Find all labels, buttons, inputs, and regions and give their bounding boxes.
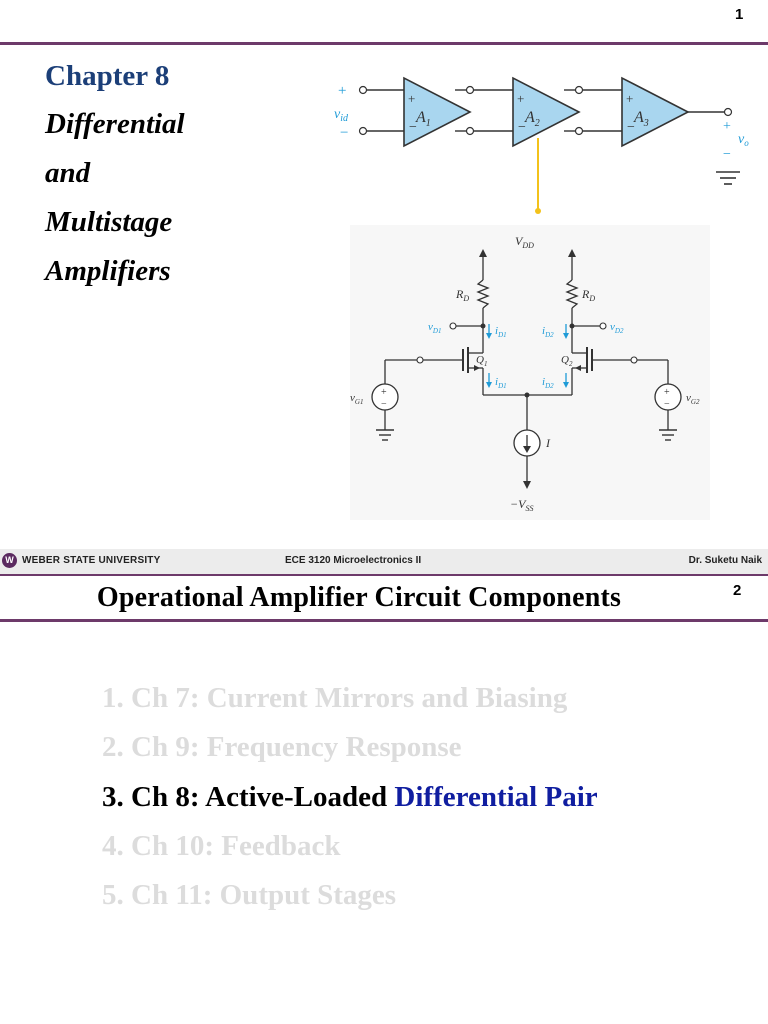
chapter-title: Chapter 8 (45, 60, 170, 92)
rd-left-label: $R_D$ (456, 287, 470, 303)
subtitle-line-3: Multistage (45, 206, 173, 238)
rd-right-label: $R_D$ (582, 287, 596, 303)
id1-upper-label: $i_{D1}$ (495, 325, 507, 339)
output-minus: − (723, 147, 731, 162)
list-item-5: 5. Ch 11: Output Stages (102, 879, 397, 911)
svg-text:−: − (409, 120, 417, 135)
q1-label: $Q_1$ (476, 354, 488, 368)
multistage-amplifier-diagram (330, 68, 760, 218)
list-item-4: 4. Ch 10: Feedback (102, 830, 341, 862)
list-item-3-highlight: Differential Pair (394, 781, 598, 813)
id2-lower-label: $i_{D2}$ (542, 376, 554, 390)
title-rule-2 (0, 619, 768, 622)
page-number-2: 2 (733, 582, 742, 599)
slide-2 (0, 576, 768, 1024)
output-plus: + (723, 119, 731, 134)
svg-text:−: − (627, 120, 635, 135)
title-rule (0, 42, 768, 45)
list-item-2: 2. Ch 9: Frequency Response (102, 731, 462, 763)
differential-pair-circuit (350, 225, 710, 520)
svg-text:−: − (518, 120, 526, 135)
university-name: WEBER STATE UNIVERSITY (22, 555, 161, 566)
vd1-label: $v_{D1}$ (428, 321, 442, 335)
id1-lower-label: $i_{D1}$ (495, 376, 507, 390)
svg-text:+: + (408, 91, 416, 106)
svg-text:+: + (626, 91, 634, 106)
university-logo-icon: W (2, 553, 17, 568)
author-name: Dr. Suketu Naik (688, 555, 762, 566)
stage-a3-label: $A_3$ (634, 109, 649, 129)
input-minus: − (340, 125, 349, 141)
id2-upper-label: $i_{D2}$ (542, 325, 554, 339)
svg-text:+: + (517, 91, 525, 106)
q2-label: $Q_2$ (561, 354, 573, 368)
stage-a2-label: $A_2$ (525, 109, 540, 129)
page-number: 1 (735, 6, 744, 23)
list-item-1: 1. Ch 7: Current Mirrors and Biasing (102, 682, 568, 714)
svg-text:−: − (664, 399, 670, 410)
stage-a1-label: $A_1$ (416, 109, 431, 129)
vss-label: $-V_{SS}$ (510, 497, 534, 513)
slide-footer (0, 549, 768, 576)
vg1-label: $v_{G1}$ (350, 392, 364, 406)
vdd-label: $V_{DD}$ (515, 234, 534, 250)
svg-text:+: + (664, 387, 670, 398)
course-name: ECE 3120 Microelectronics II (285, 555, 422, 566)
output-label: $v_o$ (738, 132, 749, 148)
subtitle-line-1: Differential (45, 108, 185, 140)
svg-text:−: − (381, 399, 387, 410)
vd2-label: $v_{D2}$ (610, 321, 624, 335)
list-item-3-active (102, 781, 598, 814)
subtitle-line-2: and (45, 157, 91, 189)
vg2-label: $v_{G2}$ (686, 392, 700, 406)
current-source-label: I (546, 436, 550, 450)
input-plus: + (338, 83, 347, 99)
slide-2-title: Operational Amplifier Circuit Components (96, 582, 622, 613)
subtitle-line-4: Amplifiers (45, 255, 171, 287)
input-label: $v_{id}$ (334, 107, 348, 124)
list-item-3-text: 3. Ch 8: Active-Loaded (102, 781, 395, 813)
svg-text:+: + (381, 387, 387, 398)
